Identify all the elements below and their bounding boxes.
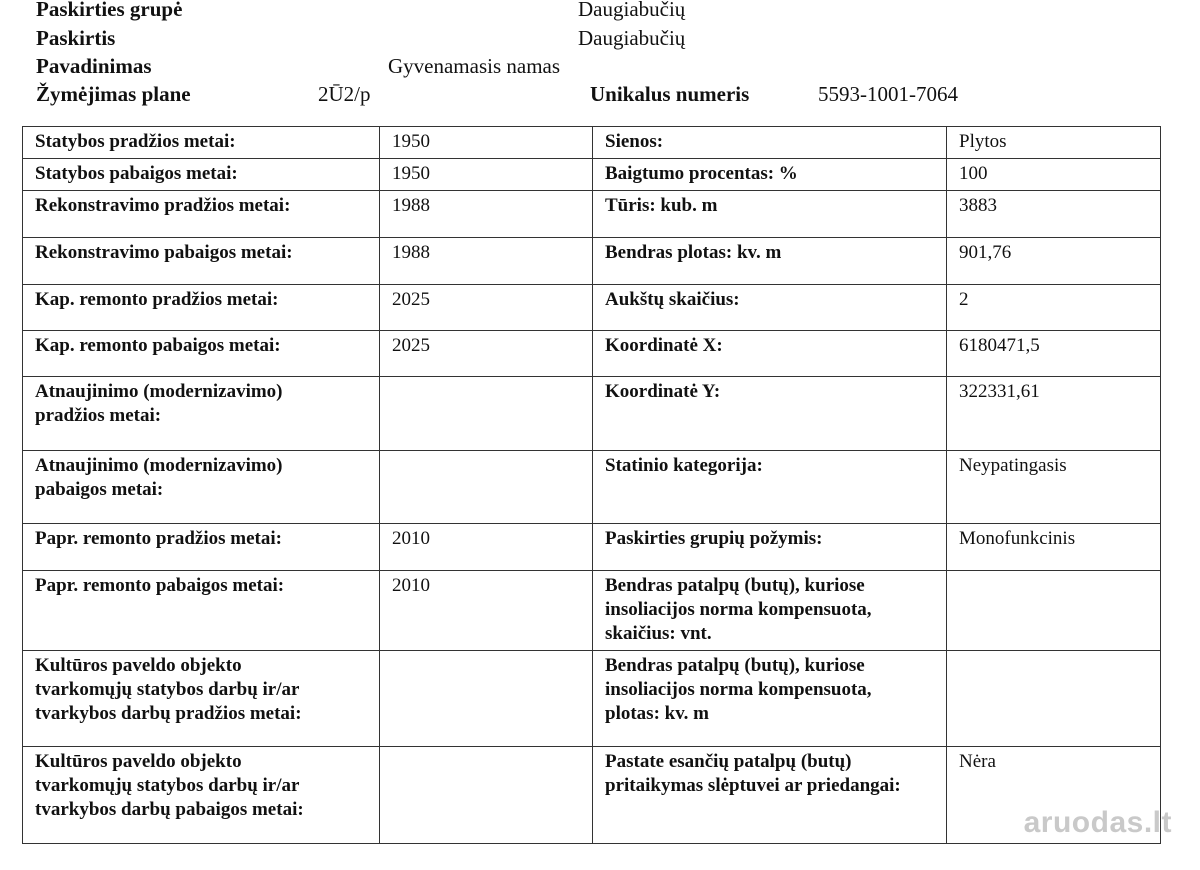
row-label: Bendras patalpų (butų), kuriose insoliacijos norma kompensuota, skaičius: vnt. [593, 571, 947, 651]
table-row [23, 747, 1161, 844]
zymejimas-label: Žymėjimas plane [36, 82, 191, 106]
row-value: 1950 [380, 159, 593, 191]
table-row [23, 571, 1161, 651]
table-row [23, 524, 1161, 571]
row-label: Aukštų skaičius: [593, 285, 947, 331]
row-value: Neypatingasis [947, 451, 1161, 524]
table-row [23, 238, 1161, 285]
row-value: 2 [947, 285, 1161, 331]
row-label: Tūris: kub. m [593, 191, 947, 238]
pavadinimas-label: Pavadinimas [36, 54, 152, 78]
table-row [23, 285, 1161, 331]
row-label: Kultūros paveldo objekto tvarkomųjų statybos darbų ir/ar tvarkybos darbų pabaigos metai: [23, 747, 380, 844]
row-label: Koordinatė Y: [593, 377, 947, 451]
row-value: 100 [947, 159, 1161, 191]
row-label: Statybos pabaigos metai: [23, 159, 380, 191]
row-label: Atnaujinimo (modernizavimo) pradžios metai: [23, 377, 380, 451]
row-value: 901,76 [947, 238, 1161, 285]
row-value: 2010 [380, 571, 593, 651]
pavadinimas-value: Gyvenamasis namas [388, 54, 561, 78]
row-value: Monofunkcinis [947, 524, 1161, 571]
row-label: Rekonstravimo pradžios metai: [23, 191, 380, 238]
row-label: Bendras patalpų (butų), kuriose insoliacijos norma kompensuota, plotas: kv. m [593, 651, 947, 747]
row-value: Nėra [947, 747, 1161, 844]
row-value: 2025 [380, 331, 593, 377]
row-value: 322331,61 [947, 377, 1161, 451]
table-row [23, 191, 1161, 238]
paskirtis-value: Daugiabučių [578, 26, 686, 50]
row-label: Statybos pradžios metai: [23, 127, 380, 159]
row-label: Kultūros paveldo objekto tvarkomųjų statybos darbų ir/ar tvarkybos darbų pradžios metai: [23, 651, 380, 747]
row-value [947, 571, 1161, 651]
unikalus-numeris-value: 5593-1001-7064 [818, 82, 958, 106]
row-label: Statinio kategorija: [593, 451, 947, 524]
row-label: Bendras plotas: kv. m [593, 238, 947, 285]
row-value: 1950 [380, 127, 593, 159]
row-value [380, 377, 593, 451]
table-row [23, 377, 1161, 451]
building-info-table [22, 126, 1161, 844]
watermark-logo: aruodas.lt [1023, 806, 1172, 839]
row-label: Paskirties grupių požymis: [593, 524, 947, 571]
row-label: Sienos: [593, 127, 947, 159]
row-value: 6180471,5 [947, 331, 1161, 377]
table-row [23, 651, 1161, 747]
row-value: Plytos [947, 127, 1161, 159]
row-value: 2010 [380, 524, 593, 571]
row-label: Kap. remonto pradžios metai: [23, 285, 380, 331]
row-value: 1988 [380, 238, 593, 285]
row-value: 2025 [380, 285, 593, 331]
table-row [23, 127, 1161, 159]
row-value [380, 747, 593, 844]
zymejimas-value: 2Ū2/p [318, 82, 371, 106]
row-value: 1988 [380, 191, 593, 238]
row-label: Rekonstravimo pabaigos metai: [23, 238, 380, 285]
row-label: Atnaujinimo (modernizavimo) pabaigos metai: [23, 451, 380, 524]
unikalus-numeris-label: Unikalus numeris [590, 82, 750, 106]
table-row [23, 331, 1161, 377]
row-value [947, 651, 1161, 747]
row-label: Pastate esančių patalpų (butų) pritaikymas slėptuvei ar priedangai: [593, 747, 947, 844]
row-label: Baigtumo procentas: % [593, 159, 947, 191]
paskirties-grupe-value: Daugiabučių [578, 0, 686, 21]
row-label: Kap. remonto pabaigos metai: [23, 331, 380, 377]
row-value: 3883 [947, 191, 1161, 238]
row-value [380, 651, 593, 747]
table-row [23, 451, 1161, 524]
row-label: Papr. remonto pradžios metai: [23, 524, 380, 571]
paskirtis-label: Paskirtis [36, 26, 116, 50]
row-value [380, 451, 593, 524]
row-label: Papr. remonto pabaigos metai: [23, 571, 380, 651]
row-label: Koordinatė X: [593, 331, 947, 377]
paskirties-grupe-label: Paskirties grupė [36, 0, 183, 21]
table-row [23, 159, 1161, 191]
